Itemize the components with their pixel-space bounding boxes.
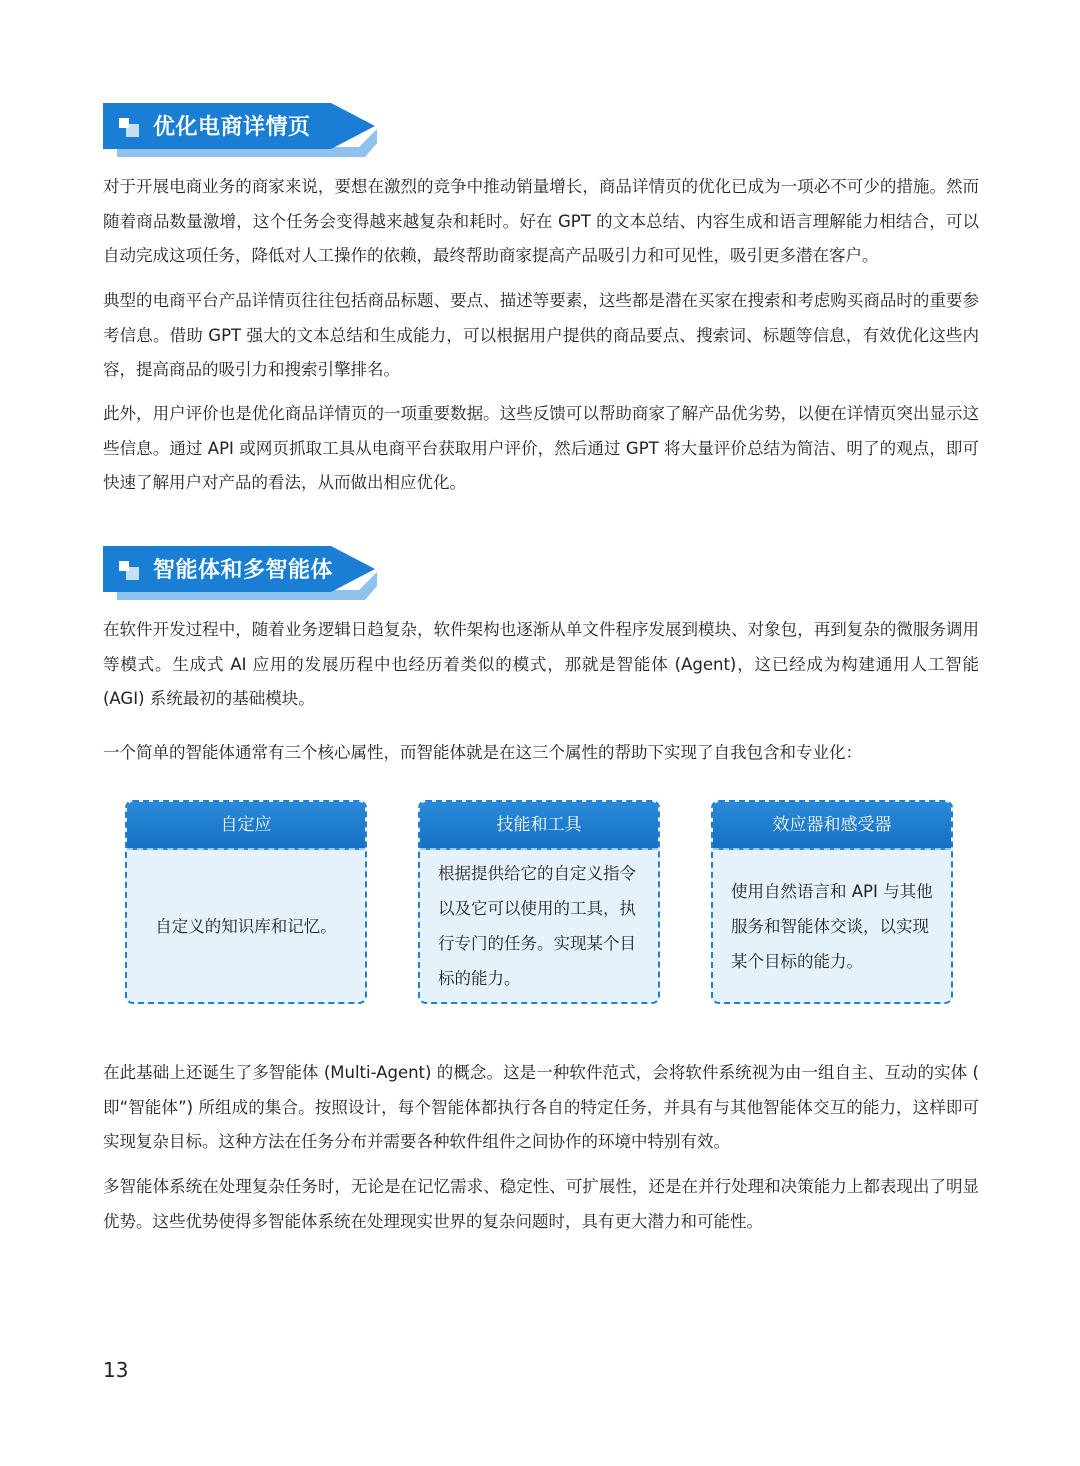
card-body [127,850,365,1002]
square-blocks-icon [119,558,149,582]
card-custom-knowledge [125,800,367,1004]
paragraph: 对于开展电商业务的商家来说，要想在激烈的竞争中推动销量增长，商品详情页的优化已成为一项必不可少的措施。然而随着商品数量激增，这个任务会变得越来越复杂和耗时。好在 GPT 的文本总结、内容生成和语言理解能力相结合，可以自动完成这项任务，降低对人工操作的依赖，最终帮助商家提高产品吸引力和可见性，吸引更多潜在客户。 [103,177,979,265]
card-body [713,850,951,1002]
section-banner-ecommerce [103,103,377,161]
card-text: 自定义的知识库和记忆。 [155,916,337,936]
paragraph: 多智能体系统在处理复杂任务时，无论是在记忆需求、稳定性、可扩展性，还是在并行处理和决策能力上都表现出了明显优势。这些优势使得多智能体系统在处理现实世界的复杂问题时，具有更大潜力和可能性。 [103,1177,979,1231]
paragraph: 在此基础上还诞生了多智能体 (Multi-Agent) 的概念。这是一种软件范式，会将软件系统视为由一组自主、互动的实体 ( 即“智能体”) 所组成的集合。按照设计，每个智能体都执行各自的特定任务，并具有与其他智能体交互的能力，这样即可实现复杂目标。这种方法在任务分布并需要各种软件组件之间协作的环境中特别有效。 [103,1063,979,1151]
section-banner-agents [103,546,377,604]
card-effectors-sensors [711,800,953,1004]
card-title: 效应器和感受器 [713,802,951,850]
page-number: 13 [103,1358,129,1382]
card-text: 使用自然语言和 API 与其他服务和智能体交谈，以实现某个目标的能力。 [731,881,933,971]
card-title: 技能和工具 [420,802,658,850]
paragraph: 在软件开发过程中，随着业务逻辑日趋复杂，软件架构也逐渐从单文件程序发展到模块、对象包，再到复杂的微服务调用等模式。生成式 AI 应用的发展历程中也经历着类似的模式，那就是智能体 (Agent)，这已经成为构建通用人工智能 (AGI) 系统最初的基础模块。 [103,620,979,708]
card-text: 根据提供给它的自定义指令以及它可以使用的工具，执行专门的任务。实现某个目标的能力。 [438,864,636,988]
section-title: 智能体和多智能体 [153,558,334,583]
square-blocks-icon [119,115,149,139]
card-title: 自定应 [127,802,365,850]
paragraph: 此外，用户评价也是优化商品详情页的一项重要数据。这些反馈可以帮助商家了解产品优劣势，以便在详情页突出显示这些信息。通过 API 或网页抓取工具从电商平台获取用户评价，然后通过 GPT 将大量评价总结为简洁、明了的观点，即可快速了解用户对产品的看法，从而做出相应优化。 [103,404,979,492]
paragraph: 一个简单的智能体通常有三个核心属性，而智能体就是在这三个属性的帮助下实现了自我包含和专业化： [103,743,862,762]
card-body [420,850,658,1002]
section-title: 优化电商详情页 [153,115,311,140]
card-skills-tools [418,800,660,1004]
paragraph: 典型的电商平台产品详情页往往包括商品标题、要点、描述等要素，这些都是潜在买家在搜索和考虑购买商品时的重要参考信息。借助 GPT 强大的文本总结和生成能力，可以根据用户提供的商品要点、搜索词、标题等信息，有效优化这些内容，提高商品的吸引力和搜索引擎排名。 [103,291,979,379]
